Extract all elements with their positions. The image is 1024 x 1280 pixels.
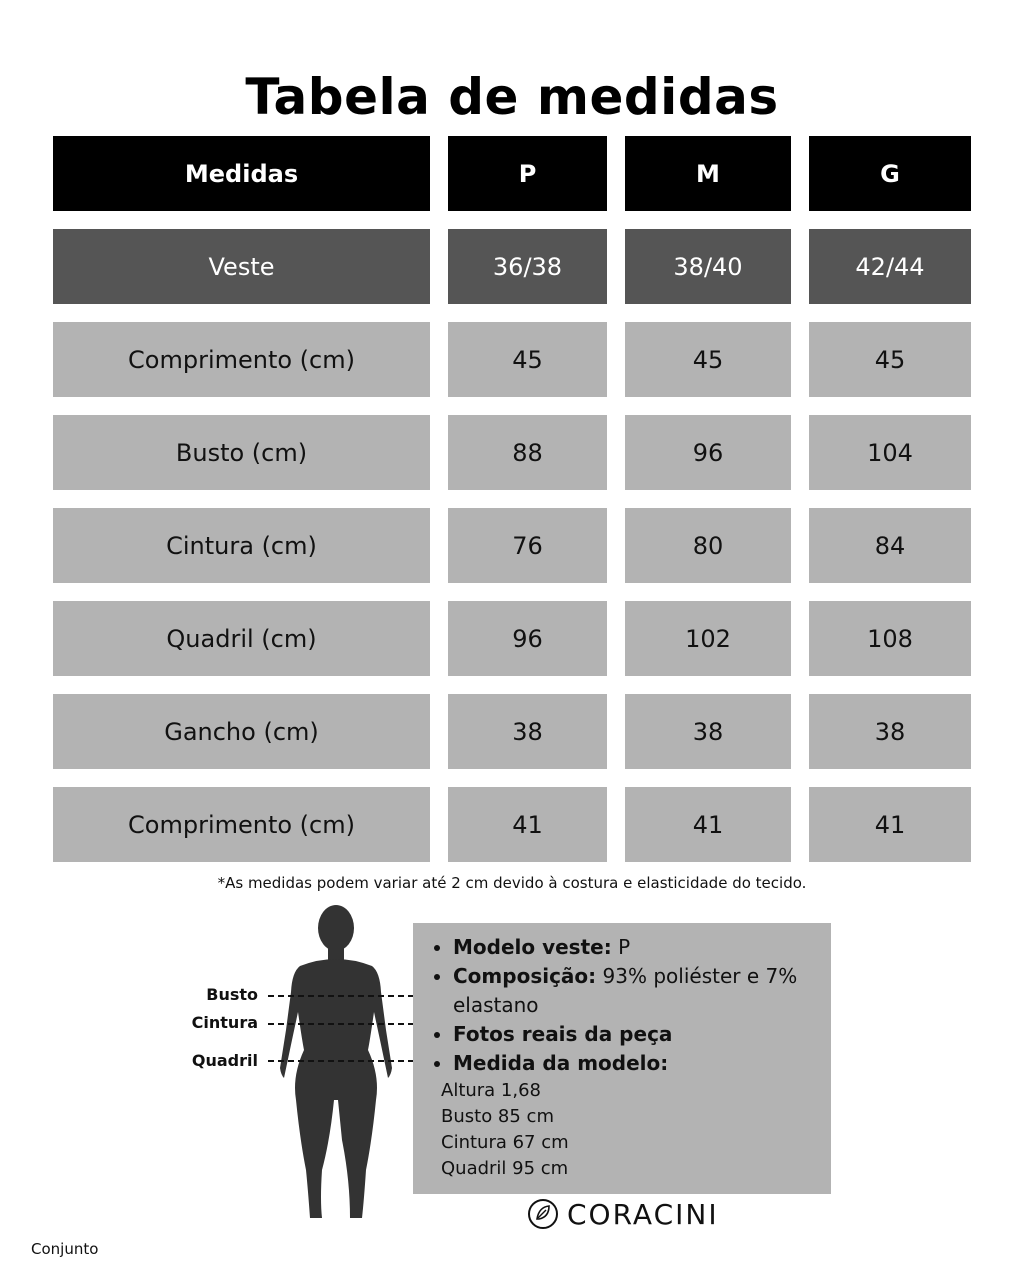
- busto-line: [268, 995, 414, 997]
- cell-m: 102: [625, 601, 791, 676]
- footer-label: Conjunto: [31, 1240, 99, 1258]
- model-altura: Altura 1,68: [441, 1080, 542, 1101]
- busto-label: Busto: [206, 985, 258, 1004]
- cintura-line: [268, 1023, 414, 1025]
- disclaimer-note: *As medidas podem variar até 2 cm devido à costura e elasticidade do tecido.: [217, 874, 807, 892]
- cell-g: 42/44: [809, 229, 971, 304]
- header-p: P: [448, 136, 607, 211]
- quadril-line: [268, 1060, 414, 1062]
- cell-m: 41: [625, 787, 791, 862]
- header-m: M: [625, 136, 791, 211]
- cell-m: 38/40: [625, 229, 791, 304]
- row-label: Veste: [53, 229, 430, 304]
- cell-g: 104: [809, 415, 971, 490]
- row-label: Quadril (cm): [53, 601, 430, 676]
- page-title: Tabela de medidas: [245, 68, 779, 126]
- cell-p: 38: [448, 694, 607, 769]
- cell-g: 45: [809, 322, 971, 397]
- cell-m: 80: [625, 508, 791, 583]
- model-busto: Busto 85 cm: [441, 1106, 554, 1127]
- cintura-label: Cintura: [191, 1013, 258, 1032]
- row-label: Comprimento (cm): [53, 787, 430, 862]
- cell-g: 38: [809, 694, 971, 769]
- cell-p: 45: [448, 322, 607, 397]
- header-medidas: Medidas: [53, 136, 430, 211]
- cell-m: 45: [625, 322, 791, 397]
- info-composicao: • Composição: 93% poliéster e 7% elastano: [453, 962, 821, 1020]
- model-quadril: Quadril 95 cm: [441, 1158, 569, 1179]
- row-label: Cintura (cm): [53, 508, 430, 583]
- row-label: Comprimento (cm): [53, 322, 430, 397]
- cell-g: 84: [809, 508, 971, 583]
- brand-leaf-icon: [527, 1197, 559, 1231]
- cell-m: 38: [625, 694, 791, 769]
- cell-p: 41: [448, 787, 607, 862]
- cell-p: 36/38: [448, 229, 607, 304]
- cell-p: 96: [448, 601, 607, 676]
- header-g: G: [809, 136, 971, 211]
- product-info-box: [413, 923, 831, 1194]
- cell-p: 88: [448, 415, 607, 490]
- info-medida: • Medida da modelo:: [453, 1049, 821, 1078]
- brand-name: CORACINI: [567, 1197, 719, 1231]
- row-label: Busto (cm): [53, 415, 430, 490]
- cell-g: 41: [809, 787, 971, 862]
- model-cintura: Cintura 67 cm: [441, 1132, 569, 1153]
- info-modelo: • Modelo veste: P: [453, 933, 821, 962]
- brand-logo: [527, 1197, 719, 1231]
- row-label: Gancho (cm): [53, 694, 430, 769]
- quadril-label: Quadril: [191, 1051, 258, 1070]
- cell-p: 76: [448, 508, 607, 583]
- cell-m: 96: [625, 415, 791, 490]
- cell-g: 108: [809, 601, 971, 676]
- info-fotos: • Fotos reais da peça: [453, 1020, 821, 1049]
- body-silhouette-icon: [240, 900, 410, 1230]
